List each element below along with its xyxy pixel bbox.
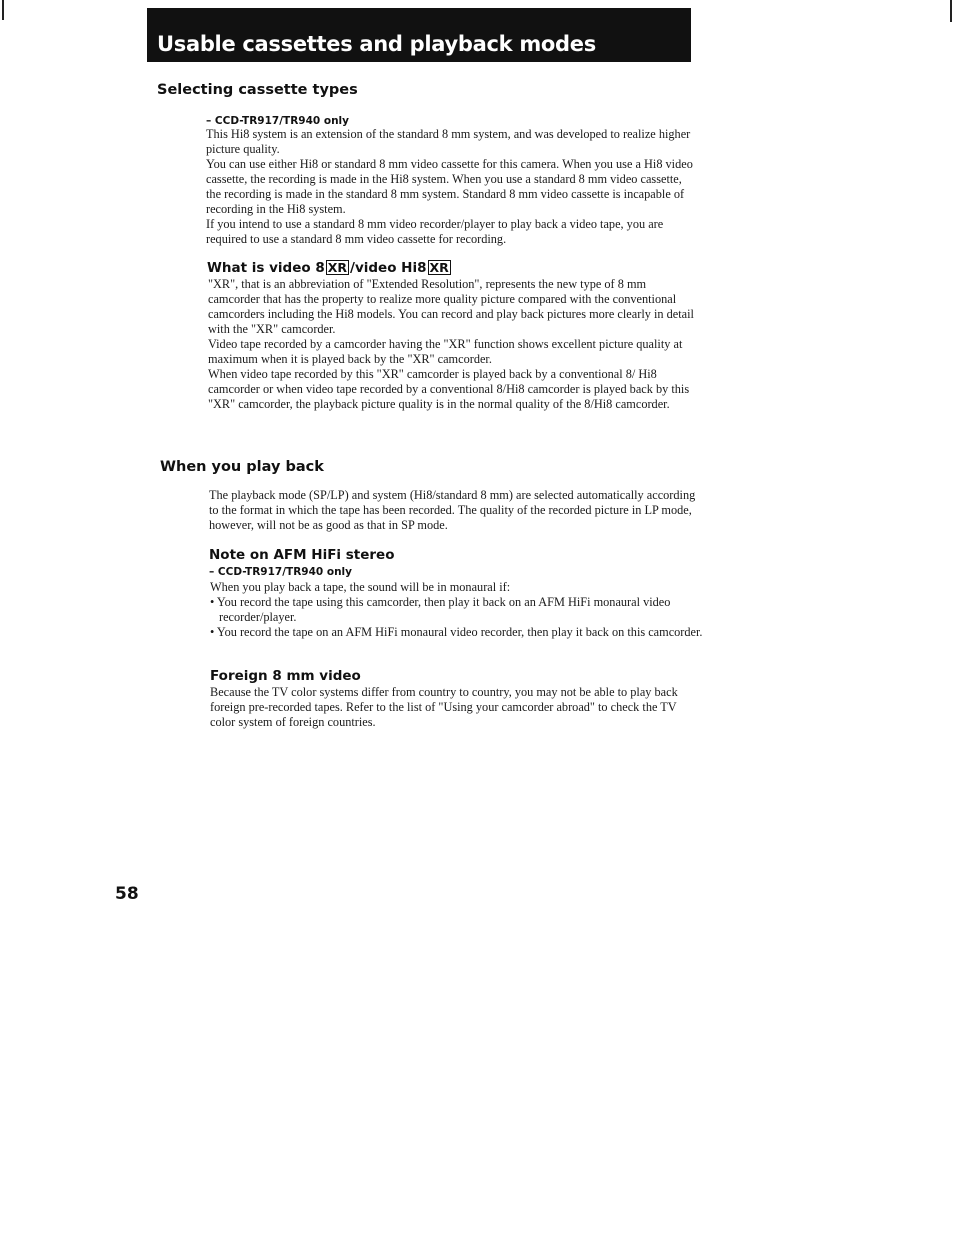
heading-text: What is video 8 — [207, 260, 325, 276]
title-bar — [147, 8, 691, 62]
paragraph: If you intend to use a standard 8 mm video recorder/player to play back a video tape, you are required to use a standard 8 mm video cassette for recording. — [206, 217, 664, 246]
paragraph: "XR", that is an abbreviation of "Extended Resolution", represents the new type of 8 mm camcorder that has the property to realize more quality picture compared with the conventional camcorders including the Hi8 models. You can record and play back pictures more clearly in detail with the "XR" camcorder. — [208, 277, 694, 336]
paragraph: You can use either Hi8 or standard 8 mm video cassette for this camera. When you use a Hi8 video cassette, the recording is made in the Hi8 system. When you use a standard 8 mm video cassette, the recording is made in the standard 8 mm system. Standard 8 mm video cassette is incapable of recording in the Hi8 system. — [206, 157, 693, 216]
section-heading-afm: Note on AFM HiFi stereo — [209, 547, 395, 563]
xr-mark: XR — [327, 260, 348, 275]
paragraph: Because the TV color systems differ from country to country, you may not be able to play back foreign pre-recorded tapes. Refer to the list of "Using your camcorder abroad" to check the TV color system of foreign countries. — [210, 685, 678, 729]
heading-text: /video Hi8 — [350, 260, 427, 276]
list-item: • You record the tape on an AFM HiFi monaural video recorder, then play it back on this camcorder. — [210, 625, 703, 639]
list-item: • You record the tape using this camcorder, then play it back on an AFM HiFi monaural video recorder/player. — [210, 595, 671, 624]
paragraph: The playback mode (SP/LP) and system (Hi8/standard 8 mm) are selected automatically according to the format in which the tape has been recorded. The quality of the recorded picture in LP mode, however, will not be as good as that in SP mode. — [209, 488, 696, 532]
section-heading-what-is-xr — [207, 260, 452, 276]
page-number: 58 — [115, 884, 139, 904]
model-note: – CCD-TR917/TR940 only — [209, 566, 352, 578]
page-edge-mark — [950, 0, 952, 22]
section-heading-when-play: When you play back — [160, 459, 324, 475]
paragraph: When you play back a tape, the sound will be in monaural if: — [210, 580, 511, 594]
section-heading-foreign: Foreign 8 mm video — [210, 668, 361, 684]
xr-mark: XR — [429, 260, 449, 275]
page-title: Usable cassettes and playback modes — [157, 32, 596, 56]
model-note: – CCD-TR917/TR940 only — [206, 115, 349, 127]
section-heading-selecting: Selecting cassette types — [157, 82, 358, 98]
paragraph: This Hi8 system is an extension of the standard 8 mm system, and was developed to realize higher picture quality. — [206, 127, 691, 156]
page-edge-mark — [2, 0, 4, 20]
paragraph: Video tape recorded by a camcorder having the "XR" function shows excellent picture quality at maximum when it is played back by the "XR" camcorder. — [208, 337, 683, 366]
paragraph: When video tape recorded by this "XR" camcorder is played back by a conventional 8/ Hi8 camcorder or when video tape recorded by a conventional 8/Hi8 camcorder is played back by this "XR" camcorder, the playback picture quality is in the normal quality of the 8/Hi8 camcorder. — [208, 367, 690, 411]
